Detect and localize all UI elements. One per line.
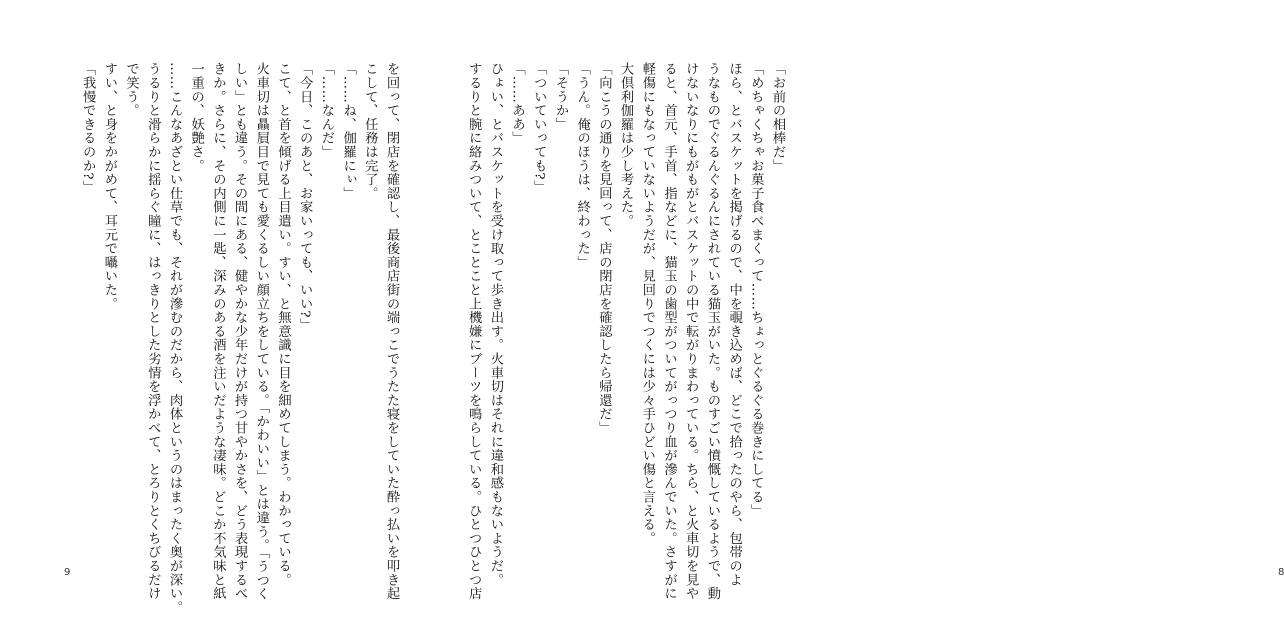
text-line: 「……ね、伽羅にぃ」 xyxy=(340,62,356,200)
text-line: ほら、とバスケットを掲げるので、中を覗き込めば、どこで拾ったのやら、包帯のよ xyxy=(726,62,742,587)
text-line: けないなりにもがもがとバスケットの中で転がりまわっている。ちら、と火車切を見や xyxy=(683,62,699,601)
text-line: を回って、閉店を確認し、最後商店街の端っこでうたた寝をしていた酔っ払いを叩き起 xyxy=(384,62,399,601)
text-line: すい、と身をかがめて、耳元で囁いた。 xyxy=(101,62,117,311)
text-line: 「向こうの通りを見回って、店の閉店を確認したら帰還だ」 xyxy=(596,62,612,435)
text-line: 「今日、このあと、お家いっても、いい?」 xyxy=(297,62,313,332)
left-page-text xyxy=(62,62,402,614)
left-page xyxy=(0,0,450,634)
text-line: 「……なんだ」 xyxy=(318,62,334,159)
text-line: 「うん。俺のほうは、終わった」 xyxy=(574,62,590,269)
text-line: 大倶利伽羅は少し考えた。 xyxy=(618,62,634,228)
text-line: 「……ああ」 xyxy=(509,62,525,145)
text-line: 「我慢できるのか?」 xyxy=(80,62,96,194)
text-line: ると、首元、手首、指などに、猫玉の歯型がついてがっつり血が滲んでいた。さすがに xyxy=(661,62,677,601)
text-line: きか。さらに、その内側に一匙、深みのある酒を注いだような凄味。どこか不気味と紙 xyxy=(210,62,226,601)
text-line: で笑う。 xyxy=(123,62,139,118)
text-line: 「そうか」 xyxy=(552,62,568,131)
text-line: うなものでぐるんぐるんにされている猫玉がいた。ものすごい憤慨しているようで、動 xyxy=(704,62,720,601)
right-page-text xyxy=(466,62,788,601)
text-line: 火車切は贔屓目で見ても愛くるしい顔立ちをしている。「かわいい」とは違う。「うつく xyxy=(253,62,269,601)
text-line: 「お前の相棒だ」 xyxy=(770,62,785,173)
page-number-right: 8 xyxy=(1278,567,1284,578)
text-line: しい」とも違う。その間にある、健やかな少年だけが持つ甘やかさを、どう表現するべ xyxy=(232,62,248,601)
text-line: 軽傷にもなっていないようだが、見回りでつくには少々手ひどい傷と言える。 xyxy=(639,62,655,545)
page-number-left: 9 xyxy=(64,567,71,578)
text-line: こて、と首を傾げる上目遣い。すい、と無意識に目を細めてしまう。わかっている。 xyxy=(275,62,291,587)
text-line: こして、任務は完了。 xyxy=(362,62,378,200)
text-line: うるりと滑らかに揺らぐ瞳に、はっきりとした劣情を浮かべて、とろりとくちびるだけ xyxy=(145,62,161,601)
text-line: 「めちゃくちゃお菓子食べまくって……ちょっとぐるぐる巻きにしてる」 xyxy=(748,62,764,518)
text-line: 「ついていっても?」 xyxy=(531,62,547,194)
text-line: ひょい、とバスケットを受け取って歩き出す。火車切はそれに違和感もないようだ。 xyxy=(487,62,503,587)
text-line: 一重の、妖艶さ。 xyxy=(188,62,204,173)
text-line: するりと腕に絡みついて、とことこと上機嫌にブーツを鳴らしている。ひとつひとつ店 xyxy=(466,62,482,601)
text-line: ……こんなあざとい仕草でも、それが滲むのだから、肉体というのはまったく奥が深い。 xyxy=(166,62,182,614)
